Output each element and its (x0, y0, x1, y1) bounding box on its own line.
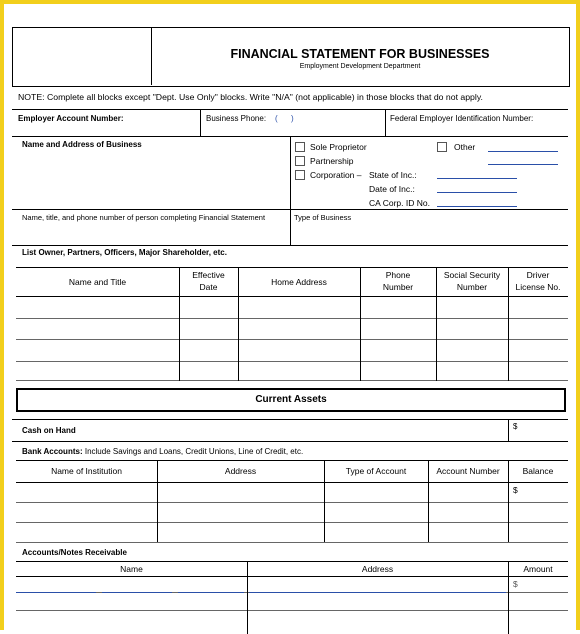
col-effective: Effective (192, 270, 225, 280)
instruction-note: NOTE: Complete all blocks except "Dept. Use Only" blocks. Write "N/A" (not applicable) in those blocks that do not apply. (18, 92, 483, 102)
bank-accounts-detail: Include Savings and Loans, Credit Unions, Line of Credit, etc. (84, 447, 304, 456)
corporation-checkbox[interactable] (295, 170, 305, 180)
col-number: Number (382, 282, 414, 292)
receivable-address-field[interactable] (249, 592, 506, 593)
col-ssn: Social Security (443, 270, 501, 280)
col-phone: Phone (385, 270, 411, 280)
employer-account-label: Employer Account Number: (18, 114, 124, 123)
other-field-2[interactable] (488, 164, 558, 165)
divider (290, 136, 291, 245)
other-field[interactable] (488, 151, 558, 152)
bank-accounts-label (22, 447, 303, 457)
col-institution: Name of Institution (51, 466, 122, 476)
col-ssn-number: Number (456, 282, 488, 292)
receivable-name-field-2[interactable] (102, 592, 172, 593)
balance-dollar-sign: $ (513, 485, 518, 495)
form-subtitle: Employment Development Department (299, 63, 421, 70)
state-of-inc-field[interactable] (437, 178, 517, 179)
owners-heading: List Owner, Partners, Officers, Major Shareholder, etc. (22, 248, 227, 257)
divider (12, 245, 568, 246)
other-checkbox[interactable] (437, 142, 447, 152)
business-name-address-label: Name and Address of Business (22, 140, 142, 149)
divider (12, 209, 568, 210)
business-phone-label: Business Phone: (206, 114, 267, 123)
divider (508, 419, 509, 441)
amount-dollar-sign: $ (513, 579, 518, 589)
state-of-inc-label: State of Inc.: (369, 170, 417, 180)
receivable-name-field[interactable] (16, 592, 96, 593)
bank-table (16, 460, 568, 542)
col-home-address: Home Address (271, 277, 327, 287)
divider (12, 419, 568, 420)
col-receivable-amount: Amount (523, 564, 553, 574)
current-assets-title: Current Assets (255, 394, 327, 405)
owners-table (16, 267, 568, 381)
cash-dollar-sign: $ (513, 422, 518, 431)
col-name-title: Name and Title (68, 277, 127, 287)
col-balance: Balance (522, 466, 554, 476)
divider (200, 109, 201, 136)
cash-on-hand-label: Cash on Hand (22, 426, 76, 435)
date-of-inc-field[interactable] (437, 192, 517, 193)
phone-open-paren: ( (275, 114, 278, 123)
col-account-number: Account Number (436, 466, 500, 476)
date-of-inc-label: Date of Inc.: (369, 184, 415, 194)
form-title: FINANCIAL STATEMENT FOR BUSINESSES (230, 47, 490, 61)
col-date: Date (199, 282, 218, 292)
col-bank-address: Address (224, 466, 257, 476)
divider (12, 441, 568, 442)
col-receivable-address: Address (361, 564, 394, 574)
col-driver: Driver (526, 270, 550, 280)
col-account-type: Type of Account (345, 466, 407, 476)
person-completing-label: Name, title, and phone number of person completing Financial Statement (22, 213, 266, 222)
phone-close-paren: ) (291, 114, 294, 123)
ca-corp-id-label: CA Corp. ID No. (369, 198, 430, 208)
ca-corp-id-field[interactable] (437, 206, 517, 207)
receivable-name-field-3[interactable] (178, 592, 244, 593)
sole-proprietor-label: Sole Proprietor (310, 142, 367, 152)
partnership-checkbox[interactable] (295, 156, 305, 166)
dept-use-only-box (12, 27, 152, 85)
col-license: License No. (515, 282, 561, 292)
receivable-label: Accounts/Notes Receivable (22, 548, 127, 557)
other-label: Other (454, 142, 476, 152)
federal-id-label: Federal Employer Identification Number: (390, 114, 534, 123)
col-receivable-name: Name (120, 564, 143, 574)
partnership-label: Partnership (310, 156, 354, 166)
receivable-table (16, 561, 568, 634)
sole-proprietor-checkbox[interactable] (295, 142, 305, 152)
divider (12, 109, 568, 110)
corporation-label: Corporation – (310, 170, 362, 180)
type-of-business-label: Type of Business (294, 213, 352, 222)
divider (385, 109, 386, 136)
bank-accounts-title: Bank Accounts: (22, 447, 83, 456)
